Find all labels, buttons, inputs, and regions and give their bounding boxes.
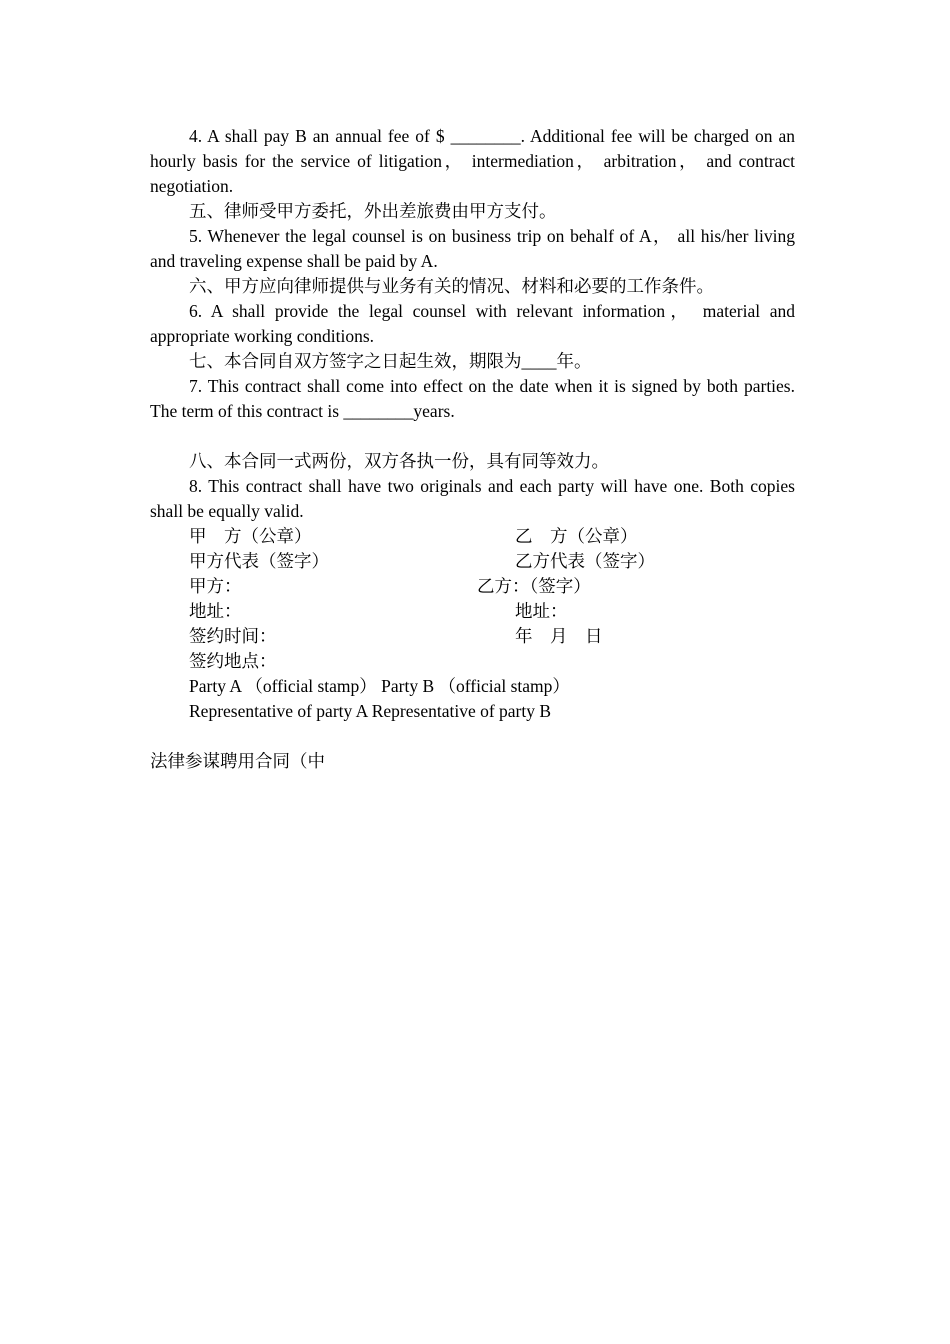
signature-address-row bbox=[150, 599, 795, 624]
clause-5-en: 5. Whenever the legal counsel is on business trip on behalf of A， all his/her living and traveling expense shall be paid by A. bbox=[150, 226, 795, 271]
document-page bbox=[150, 124, 795, 774]
party-a-label: 甲方： bbox=[189, 576, 242, 596]
clause-7-zh: 七、本合同自双方签字之日起生效，期限为____年。 bbox=[189, 351, 592, 371]
blank-line bbox=[150, 424, 795, 449]
party-b-address-label: 地址： bbox=[515, 601, 568, 621]
sign-time-label: 签约时间： bbox=[189, 626, 277, 646]
signature-time-row bbox=[150, 624, 795, 649]
party-a-stamp-label: 甲 方（公章） bbox=[189, 526, 312, 546]
party-b-label: 乙方：（签字） bbox=[477, 576, 591, 596]
clause-5-zh: 五、律师受甲方委托，外出差旅费由甲方支付。 bbox=[189, 201, 557, 221]
signature-rep-row bbox=[150, 549, 795, 574]
contract-title-fragment: 法律参谋聘用合同（中 bbox=[150, 751, 325, 771]
signature-place-row bbox=[150, 649, 795, 674]
blank-line bbox=[150, 724, 795, 749]
clause-6-zh: 六、甲方应向律师提供与业务有关的情况、材料和必要的工作条件。 bbox=[189, 276, 714, 296]
party-a-rep-label: 甲方代表（签字） bbox=[189, 551, 329, 571]
clause-8-zh: 八、本合同一式两份，双方各执一份，具有同等效力。 bbox=[189, 451, 609, 471]
date-fields: 年 月 日 bbox=[515, 626, 603, 646]
party-b-stamp-label: 乙 方（公章） bbox=[515, 526, 638, 546]
party-a-address-label: 地址： bbox=[189, 601, 242, 621]
party-b-rep-label: 乙方代表（签字） bbox=[515, 551, 655, 571]
stamp-line-en: Party A （official stamp） Party B （official stamp） bbox=[189, 676, 570, 696]
representative-line-en: Representative of party A Representative of party B bbox=[189, 701, 552, 721]
clause-7-en: 7. This contract shall come into effect on the date when it is signed by both parties. The term of this contract is ________years. bbox=[150, 376, 795, 421]
signature-stamp-row bbox=[150, 524, 795, 549]
clause-4-en: 4. A shall pay B an annual fee of $ ________. Additional fee will be charged on an hourly basis for the service of litigation， intermediation， arbitration， and contract negotiation. bbox=[150, 126, 795, 196]
signature-party-row bbox=[150, 574, 795, 599]
clause-6-en: 6. A shall provide the legal counsel with relevant information， material and appropriate working conditions. bbox=[150, 301, 795, 346]
clause-8-en: 8. This contract shall have two originals and each party will have one. Both copies shall be equally valid. bbox=[150, 476, 795, 521]
sign-place-label: 签约地点： bbox=[189, 651, 277, 671]
